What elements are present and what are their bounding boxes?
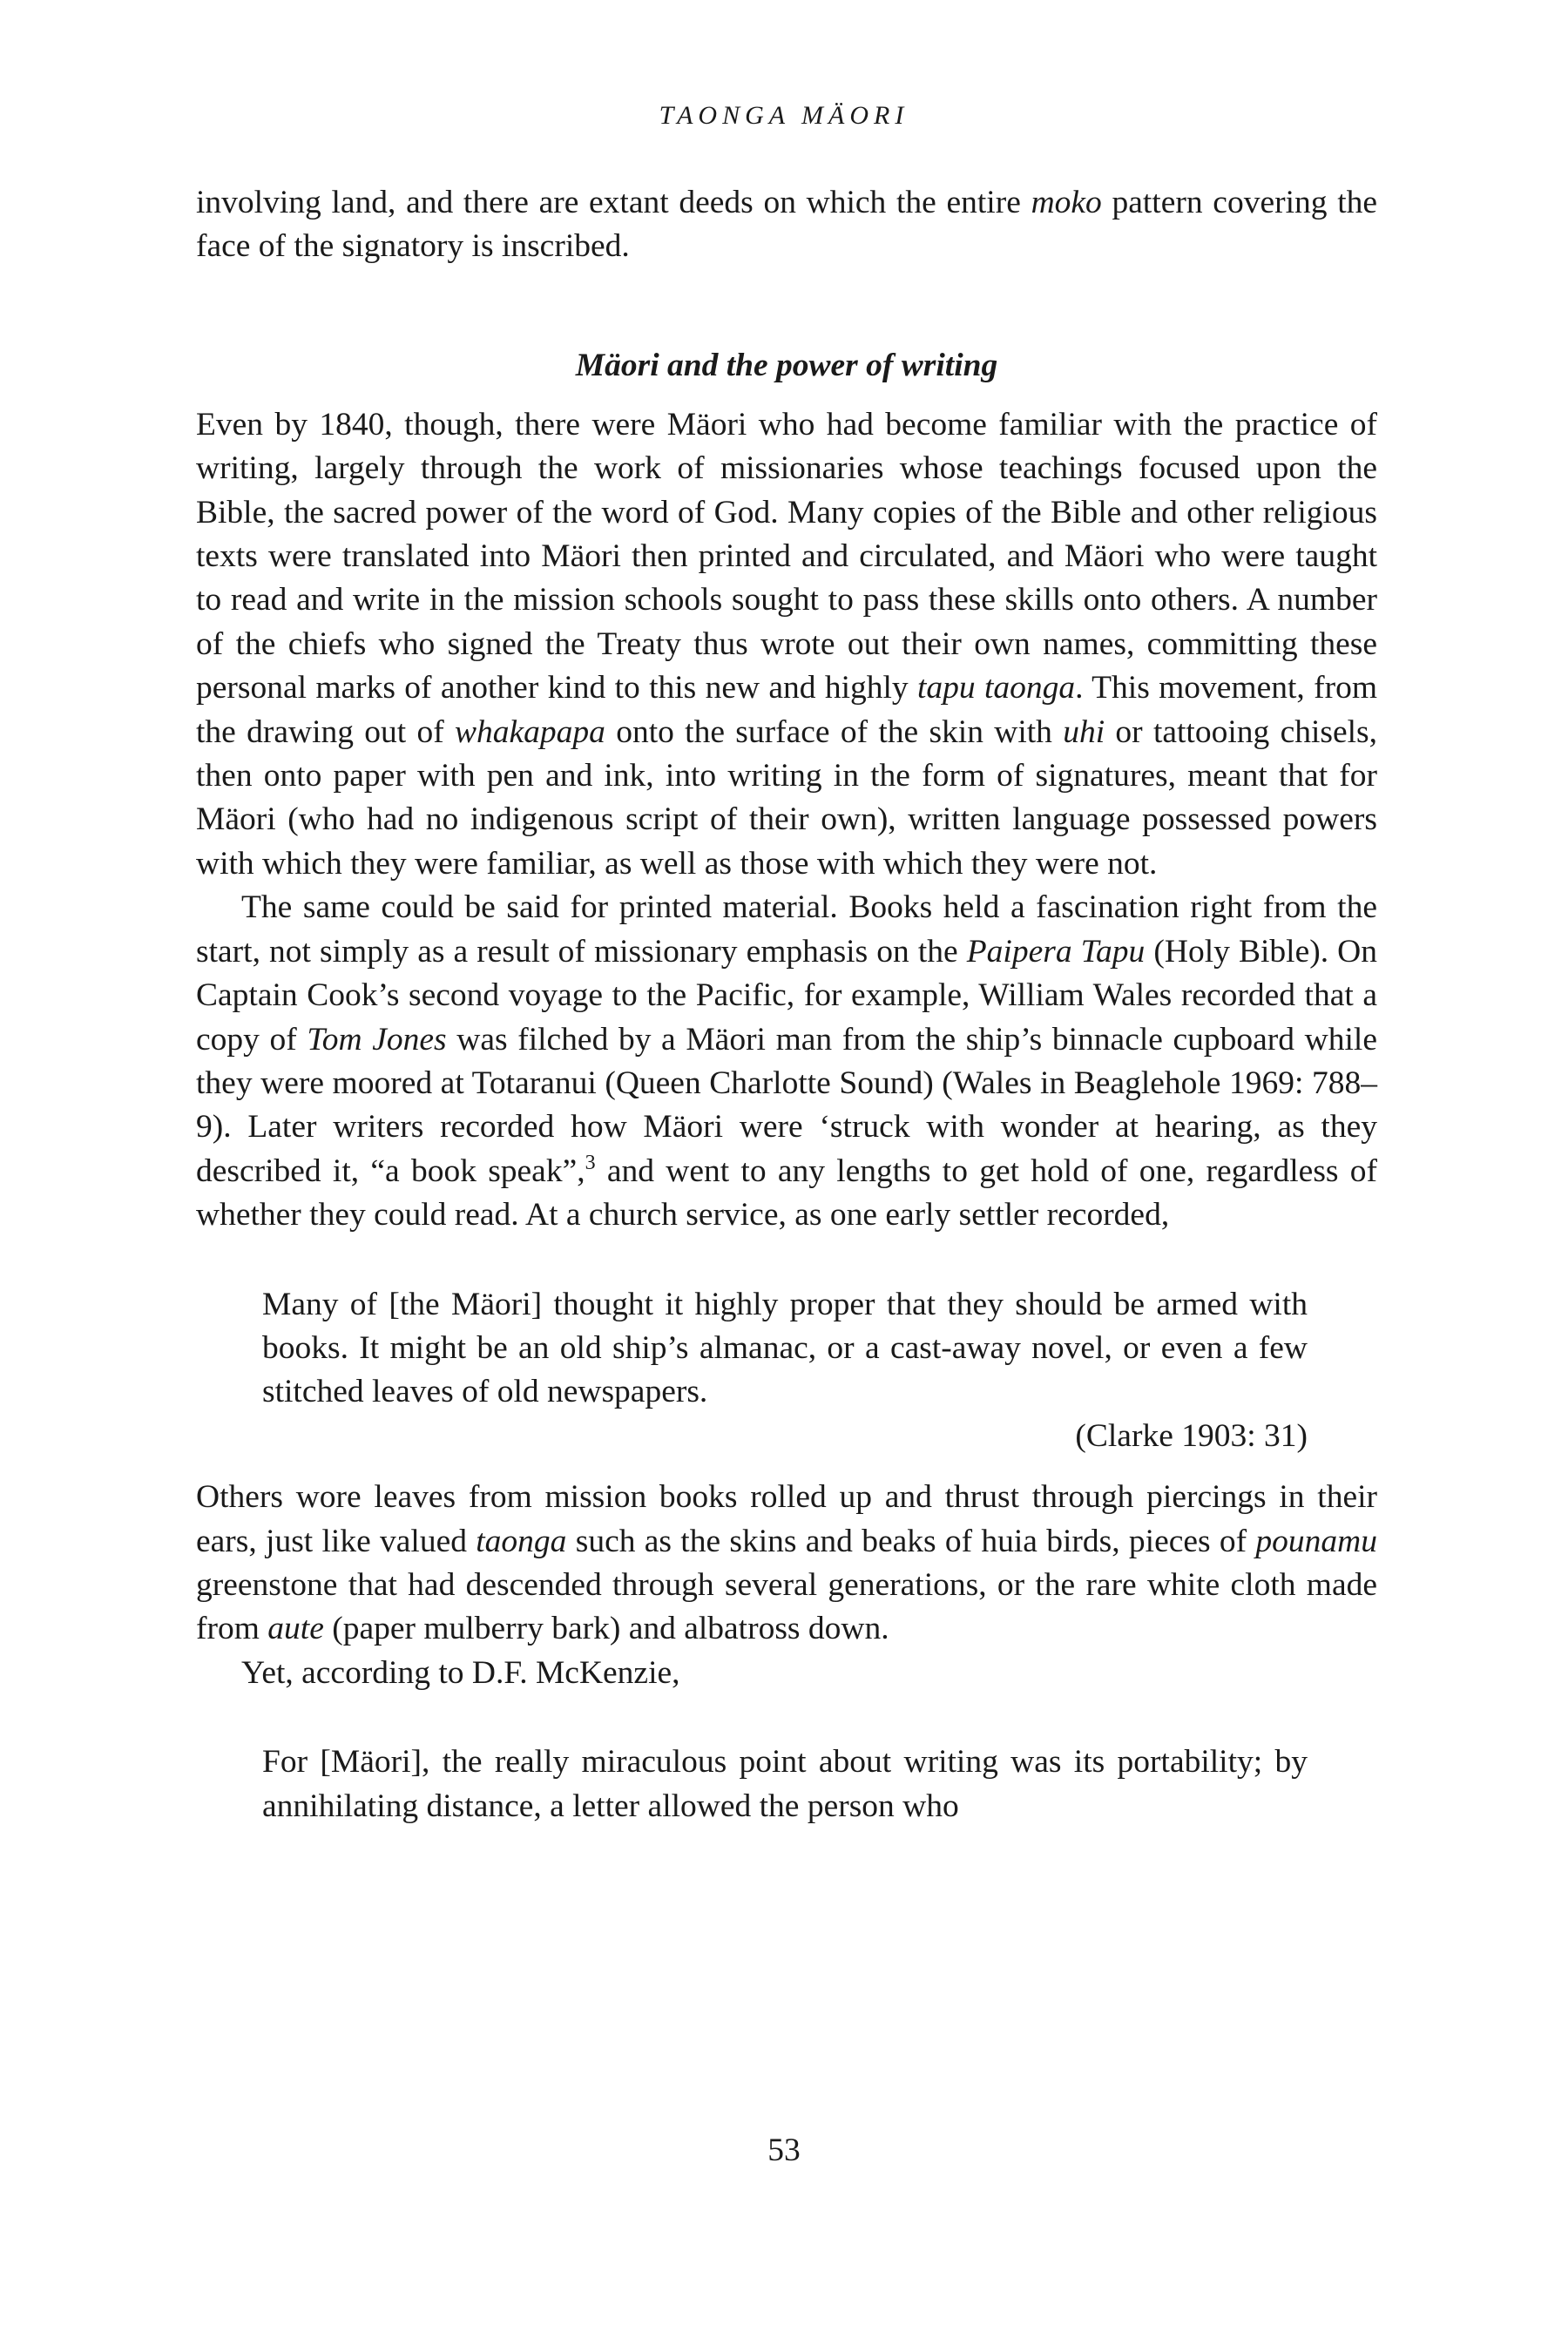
quote-citation: (Clarke 1903: 31) — [1075, 1417, 1308, 1454]
italic-term: tapu taonga — [916, 670, 1076, 706]
quote-text: For [Mäori], the really miraculous point about writing was its portability; by annihilating distance, a letter allowed the person who — [262, 1744, 1308, 1824]
footnote-marker: 3 — [585, 1151, 596, 1174]
quote-text: Many of [the Mäori] thought it highly proper that they should be armed with books. It might be an old ship’s almanac, or a cast-away novel, or even a few stitched leaves of old newspapers. — [262, 1286, 1308, 1410]
italic-term: Tom Jones — [307, 1021, 447, 1058]
italic-term: moko — [1031, 185, 1102, 220]
main-text-column — [196, 181, 1377, 1846]
italic-term: aute — [267, 1611, 324, 1647]
running-header: TAONGA MÄORI — [659, 101, 909, 130]
paragraph: Even by 1840, though, there were Mäori who had become familiar with the practice of writing, largely through the work of missionaries whose teachings focused upon the Bible, the sacred power of the word of God. Many copies of the Bible and other religious texts were translated into Mäori then printed and circulated, and Mäori who were taught to read and write in the mission schools sought to pass these skills onto others. A number of the chiefs who signed the Treaty thus wrote out their own names, committing these personal marks of another kind to this new and highly tapu taonga. This movement, from the drawing out of whakapapa onto the surface of the skin with uhi or tattooing chisels, then onto paper with pen and ink, into writing in the form of signatures, meant that for Mäori (who had no indigenous script of their own), written language possessed powers with which they were familiar, as well as those with which they were not. — [196, 406, 1378, 882]
paragraph-continued: involving land, and there are extant deeds on which the entire moko pattern covering the face of the signatory is inscribed. — [196, 185, 1378, 265]
block-quote — [262, 1283, 1308, 1459]
italic-term: uhi — [1063, 713, 1105, 750]
paragraph: The same could be said for printed material. Books held a fascination right from the start, not simply as a result of missionary emphasis on the Paipera Tapu (Holy Bible). On Captain Cook’s second voyage to the Pacific, for example, William Wales recorded that a copy of Tom Jones was filched by a Mäori man from the ship’s binnacle cupboard while they were moored at Totaranui (Queen Charlotte Sound) (Wales in Beaglehole 1969: 788–9). Later writers recorded how Mäori were ‘struck with wonder at hearing, as they described it, “a book speak”,$^3$ and went to any lengths to get hold of one, regardless of whether they could read. At a church service, as one early settler recorded, — [196, 889, 1377, 1233]
italic-term: Paipera Tapu — [966, 933, 1146, 970]
section-heading: Mäori and the power of writing — [575, 347, 998, 383]
paragraph: Others wore leaves from mission books rolled up and thrust through piercings in their ears, just like valued taonga such as the skins and beaks of huia birds, pieces of pounamu greenstone that had descended through several generations, or the rare white cloth made from aute (paper mulberry bark) and albatross down. — [196, 1479, 1377, 1647]
paragraph: Yet, according to D.F. McKenzie, — [241, 1654, 680, 1691]
italic-term: whakapapa — [455, 713, 605, 750]
page-number: 53 — [767, 2132, 801, 2168]
block-quote — [262, 1740, 1308, 1828]
italic-term: pounamu — [1255, 1523, 1377, 1559]
italic-term: taonga — [476, 1523, 567, 1559]
